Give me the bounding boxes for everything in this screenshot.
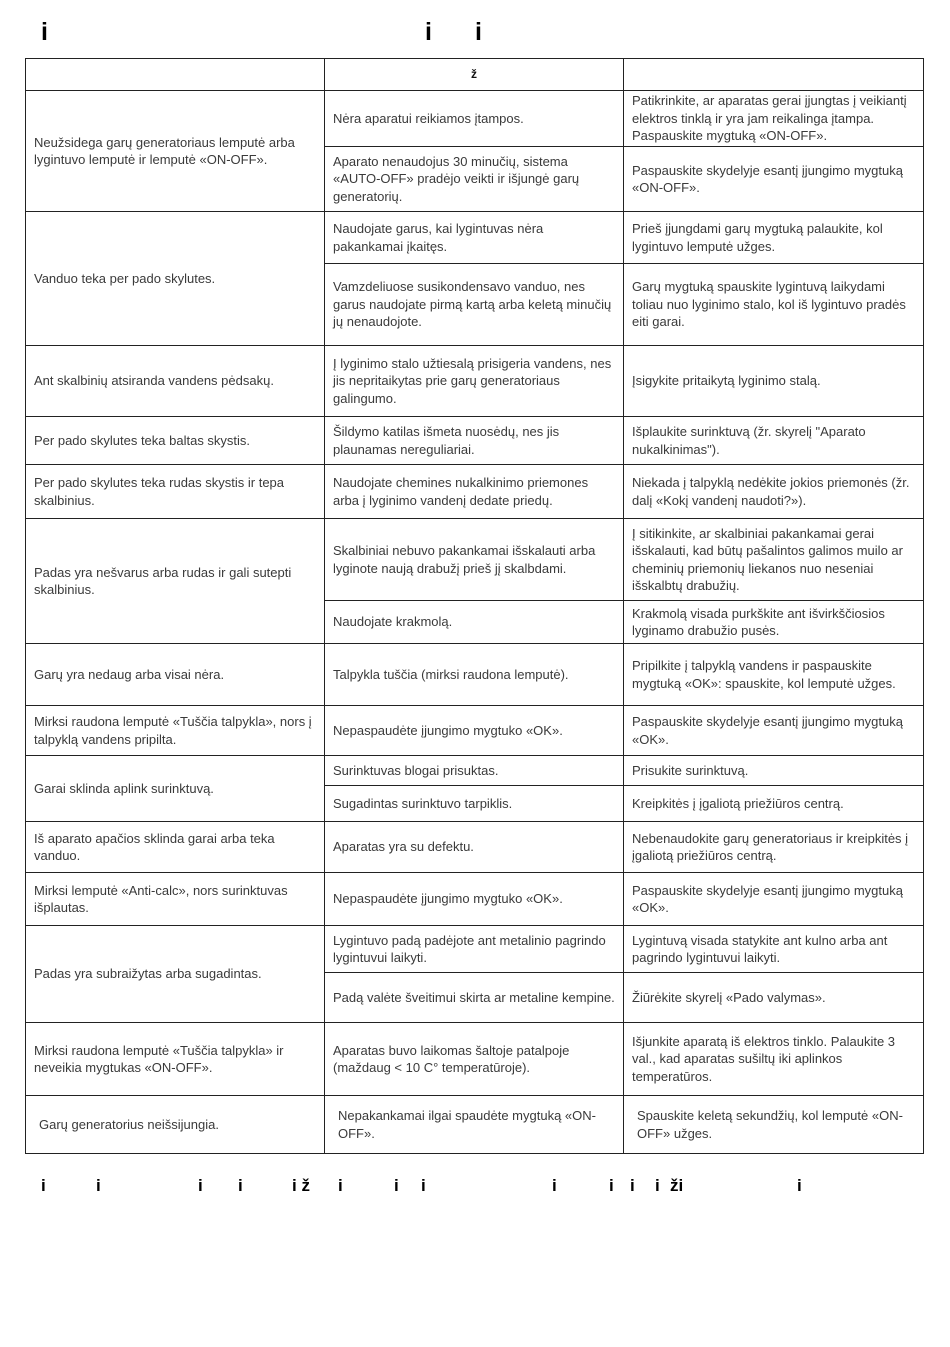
column-header-cause: ž: [325, 59, 624, 91]
cause-cell: Šildymo katilas išmeta nuosėdų, nes jis plaunamas nereguliariai.: [325, 417, 624, 465]
footer-glyph: i ž: [292, 1176, 310, 1195]
solution-cell: Išplaukite surinktuvą (žr. skyrelį "Aparato nukalkinimas").: [624, 417, 924, 465]
solution-cell: Įsigykite pritaikytą lyginimo stalą.: [624, 346, 924, 417]
table-row: [26, 519, 924, 601]
problem-cell: Garų generatorius neišsijungia.: [26, 1096, 325, 1154]
cause-cell: Naudojate garus, kai lygintuvas nėra pakankamai įkaitęs.: [325, 212, 624, 264]
footer-glyph: i: [238, 1176, 243, 1195]
table-row: [26, 417, 924, 465]
problem-cell: Mirksi lemputė «Anti-calc», nors surinktuvas išplautas.: [26, 873, 325, 926]
cause-cell: Talpykla tuščia (mirksi raudona lemputė).: [325, 644, 624, 706]
problem-cell: Iš aparato apačios sklinda garai arba teka vanduo.: [26, 822, 325, 873]
solution-cell: Išjunkite aparatą iš elektros tinklo. Palaukite 3 val., kad aparatas sušiltų iki aplinkos temperatūros.: [624, 1023, 924, 1096]
table-row: [26, 706, 924, 756]
problem-cell: Mirksi raudona lemputė «Tuščia talpykla», nors į talpyklą vandens pripilta.: [26, 706, 325, 756]
heading-glyph: i: [41, 18, 48, 46]
solution-cell: Paspauskite skydelyje esantį įjungimo mygtuką «OK».: [624, 873, 924, 926]
cause-cell: Nepaspaudėte įjungimo mygtuko «OK».: [325, 873, 624, 926]
footer-glyph: ži: [670, 1176, 684, 1195]
solution-cell: Kreipkitės į įgaliotą priežiūros centrą.: [624, 786, 924, 822]
solution-cell: Patikrinkite, ar aparatas gerai įjungtas į veikiantį elektros tinklą ir yra jam reikalinga įtampa. Paspauskite mygtuką «ON-OFF».: [624, 91, 924, 147]
footer-glyph: i: [198, 1176, 203, 1195]
problem-cell: Ant skalbinių atsiranda vandens pėdsakų.: [26, 346, 325, 417]
cause-cell: Surinktuvas blogai prisuktas.: [325, 756, 624, 786]
footer-glyph: i: [394, 1176, 399, 1195]
table-row: [26, 822, 924, 873]
cause-cell: Sugadintas surinktuvo tarpiklis.: [325, 786, 624, 822]
column-header-problem: [26, 59, 325, 91]
table-header-row: [26, 59, 924, 91]
problem-cell: Per pado skylutes teka rudas skystis ir tepa skalbinius.: [26, 465, 325, 519]
troubleshooting-table: [25, 58, 924, 1154]
table-row: [26, 346, 924, 417]
solution-cell: Niekada į talpyklą nedėkite jokios priemonės (žr. dalį «Kokį vandenį naudoti?»).: [624, 465, 924, 519]
solution-cell: Paspauskite skydelyje esantį įjungimo mygtuką «OK».: [624, 706, 924, 756]
solution-cell: Į sitikinkite, ar skalbiniai pakankamai gerai išskalauti, kad būtų pašalintos galimos muilo ar cheminių priemonių liekanos nuo neseniai išskalbtų drabužių.: [624, 519, 924, 601]
table-row: [26, 465, 924, 519]
footer-glyph: i: [41, 1176, 46, 1195]
cause-cell: Naudojate krakmolą.: [325, 601, 624, 644]
problem-cell: Mirksi raudona lemputė «Tuščia talpykla» ir neveikia mygtukas «ON-OFF».: [26, 1023, 325, 1096]
table-row: [26, 212, 924, 264]
cause-cell: Lygintuvo padą padėjote ant metalinio pagrindo lygintuvui laikyti.: [325, 926, 624, 973]
cause-cell: Vamzdeliuose susikondensavo vanduo, nes garus naudojate pirmą kartą arba keletą minučių jų nenaudojote.: [325, 264, 624, 346]
table-row: [26, 1023, 924, 1096]
cause-cell: Naudojate chemines nukalkinimo priemones arba į lyginimo vandenį dedate priedų.: [325, 465, 624, 519]
solution-cell: Nebenaudokite garų generatoriaus ir kreipkitės į įgaliotą priežiūros centrą.: [624, 822, 924, 873]
solution-cell: Paspauskite skydelyje esantį įjungimo mygtuką «ON-OFF».: [624, 147, 924, 212]
cause-cell: Į lyginimo stalo užtiesalą prisigeria vandens, nes jis nepritaikytas prie garų generatoriaus galingumo.: [325, 346, 624, 417]
solution-cell: Krakmolą visada purkškite ant išvirkščiosios lyginamo drabužio pusės.: [624, 601, 924, 644]
cause-cell: Padą valėte šveitimui skirta ar metaline kempine.: [325, 973, 624, 1023]
problem-cell: Neužsidega garų generatoriaus lemputė arba lygintuvo lemputė ir lemputė «ON-OFF».: [26, 91, 325, 212]
solution-cell: Spauskite keletą sekundžių, kol lemputė «ON-OFF» užges.: [624, 1096, 924, 1154]
cause-cell: Aparato nenaudojus 30 minučių, sistema «AUTO-OFF» pradėjo veikti ir išjungė garų generatorių.: [325, 147, 624, 212]
footer-glyph: i: [338, 1176, 343, 1195]
table-row: [26, 756, 924, 786]
footer-glyph: i: [552, 1176, 557, 1195]
heading-glyph: i: [425, 18, 432, 46]
problem-cell: Padas yra subraižytas arba sugadintas.: [26, 926, 325, 1023]
solution-cell: Žiūrėkite skyrelį «Pado valymas».: [624, 973, 924, 1023]
heading-glyph: i: [475, 18, 482, 46]
table-row: [26, 926, 924, 973]
problem-cell: Vanduo teka per pado skylutes.: [26, 212, 325, 346]
solution-cell: Prieš įjungdami garų mygtuką palaukite, kol lygintuvo lemputė užges.: [624, 212, 924, 264]
solution-cell: Garų mygtuką spauskite lygintuvą laikydami toliau nuo lyginimo stalo, kol iš lygintuvo pradės eiti garai.: [624, 264, 924, 346]
footer-glyph: i: [609, 1176, 614, 1195]
problem-cell: Padas yra nešvarus arba rudas ir gali sutepti skalbinius.: [26, 519, 325, 644]
table-row: [26, 873, 924, 926]
cause-cell: Aparatas buvo laikomas šaltoje patalpoje (maždaug < 10 C° temperatūroje).: [325, 1023, 624, 1096]
footer-glyph: i: [797, 1176, 802, 1195]
column-header-solution: [624, 59, 924, 91]
table-row: [26, 1096, 924, 1154]
footer-glyph: i: [655, 1176, 660, 1195]
solution-cell: Pripilkite į talpyklą vandens ir paspauskite mygtuką «OK»: spauskite, kol lemputė užges.: [624, 644, 924, 706]
page-heading: [0, 0, 950, 58]
problem-cell: Garų yra nedaug arba visai nėra.: [26, 644, 325, 706]
solution-cell: Lygintuvą visada statykite ant kulno arba ant pagrindo lygintuvui laikyti.: [624, 926, 924, 973]
table-row: [26, 91, 924, 147]
table-row: [26, 644, 924, 706]
footer-line: [0, 1172, 950, 1202]
footer-glyph: i: [96, 1176, 101, 1195]
cause-cell: Nėra aparatui reikiamos įtampos.: [325, 91, 624, 147]
footer-glyph: i: [421, 1176, 426, 1195]
problem-cell: Garai sklinda aplink surinktuvą.: [26, 756, 325, 822]
cause-cell: Skalbiniai nebuvo pakankamai išskalauti arba lyginote naują drabužį prieš jį skalbdami.: [325, 519, 624, 601]
cause-cell: Nepakankamai ilgai spaudėte mygtuką «ON-OFF».: [325, 1096, 624, 1154]
footer-glyph: i: [630, 1176, 635, 1195]
cause-cell: Aparatas yra su defektu.: [325, 822, 624, 873]
cause-cell: Nepaspaudėte įjungimo mygtuko «OK».: [325, 706, 624, 756]
solution-cell: Prisukite surinktuvą.: [624, 756, 924, 786]
problem-cell: Per pado skylutes teka baltas skystis.: [26, 417, 325, 465]
